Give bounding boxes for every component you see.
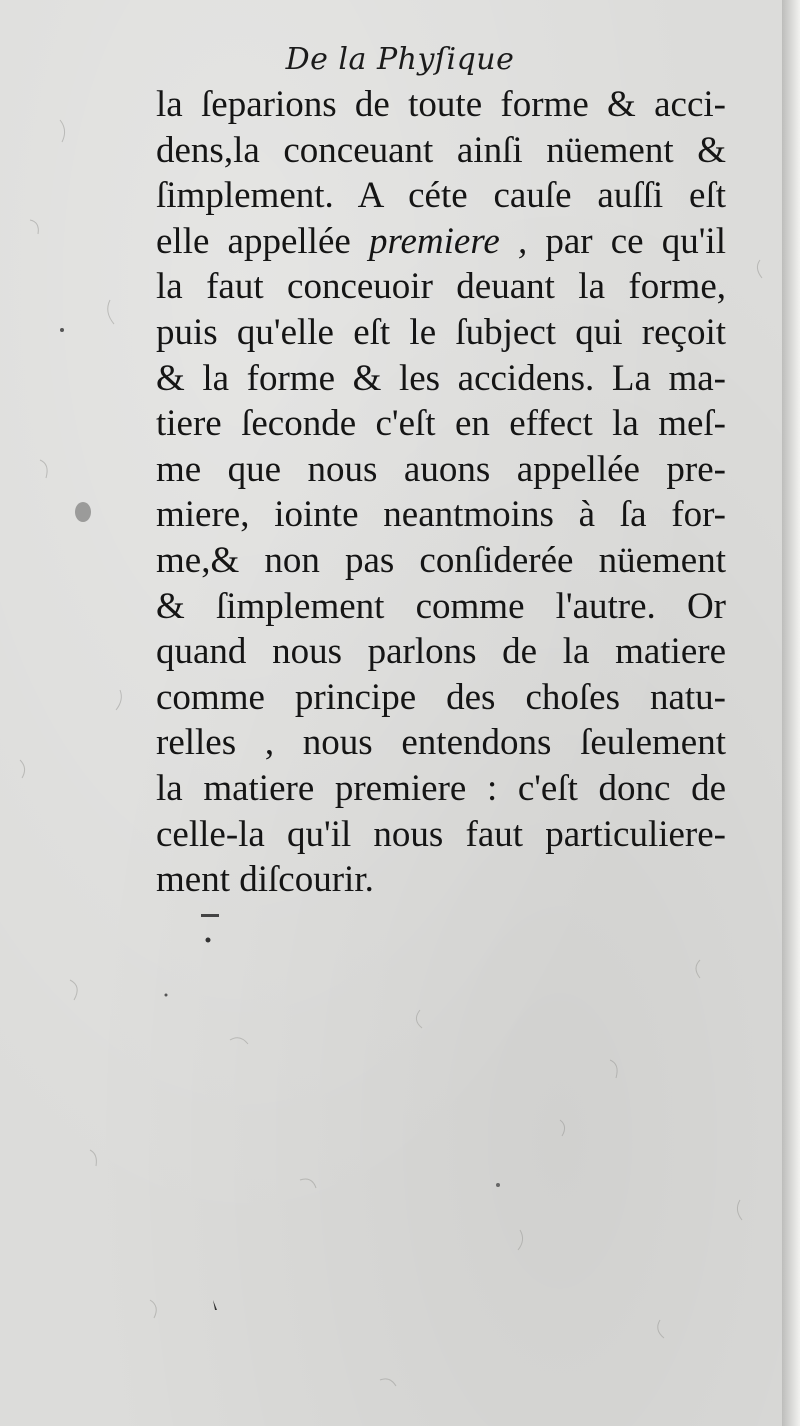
text-line: comme principe des choſes natu-: [156, 676, 726, 718]
text-line: tiere ſeconde c'eſt en effect la meſ-: [156, 403, 726, 445]
text-line: me,& non pas conſiderée nüement: [156, 539, 726, 581]
text-line: celle-la qu'il nous faut particuliere-: [156, 813, 726, 855]
text-line: quand nous parlons de la matiere: [156, 631, 726, 673]
text-line: la ſeparions de toute forme & acci-: [156, 84, 726, 125]
text-line: puis qu'elle eſt le ſubject qui reçoit: [156, 311, 726, 353]
text-line: me que nous auons appellée pre-: [156, 448, 726, 490]
page-edge-shadow: [782, 0, 800, 1426]
text-line: & ſimplement comme l'autre. Or: [156, 585, 726, 627]
text-line: ſimplement. A céte cauſe auſſi eſt: [156, 175, 726, 217]
text-line: ment diſcourir.: [156, 859, 374, 901]
emphasized-word: premiere ,: [368, 220, 528, 262]
text-line: miere, iointe neantmoins à ſa for-: [156, 494, 726, 536]
text-segment: elle appellée: [156, 220, 369, 262]
running-head: De la Phyſique: [285, 42, 515, 77]
text-line: la matiere premiere : c'eſt donc de: [156, 767, 726, 809]
text-line: la faut conceuoir deuant la forme,: [156, 266, 726, 308]
text-line: [156, 219, 726, 265]
text-line: relles , nous entendons ſeulement: [156, 722, 726, 764]
body-text: [156, 82, 726, 903]
text-line: & la forme & les accidens. La ma-: [156, 357, 726, 399]
text-line: dens,la conceuant ainſi nüement &: [156, 129, 726, 171]
text-segment: par ce qu'il: [527, 220, 726, 262]
